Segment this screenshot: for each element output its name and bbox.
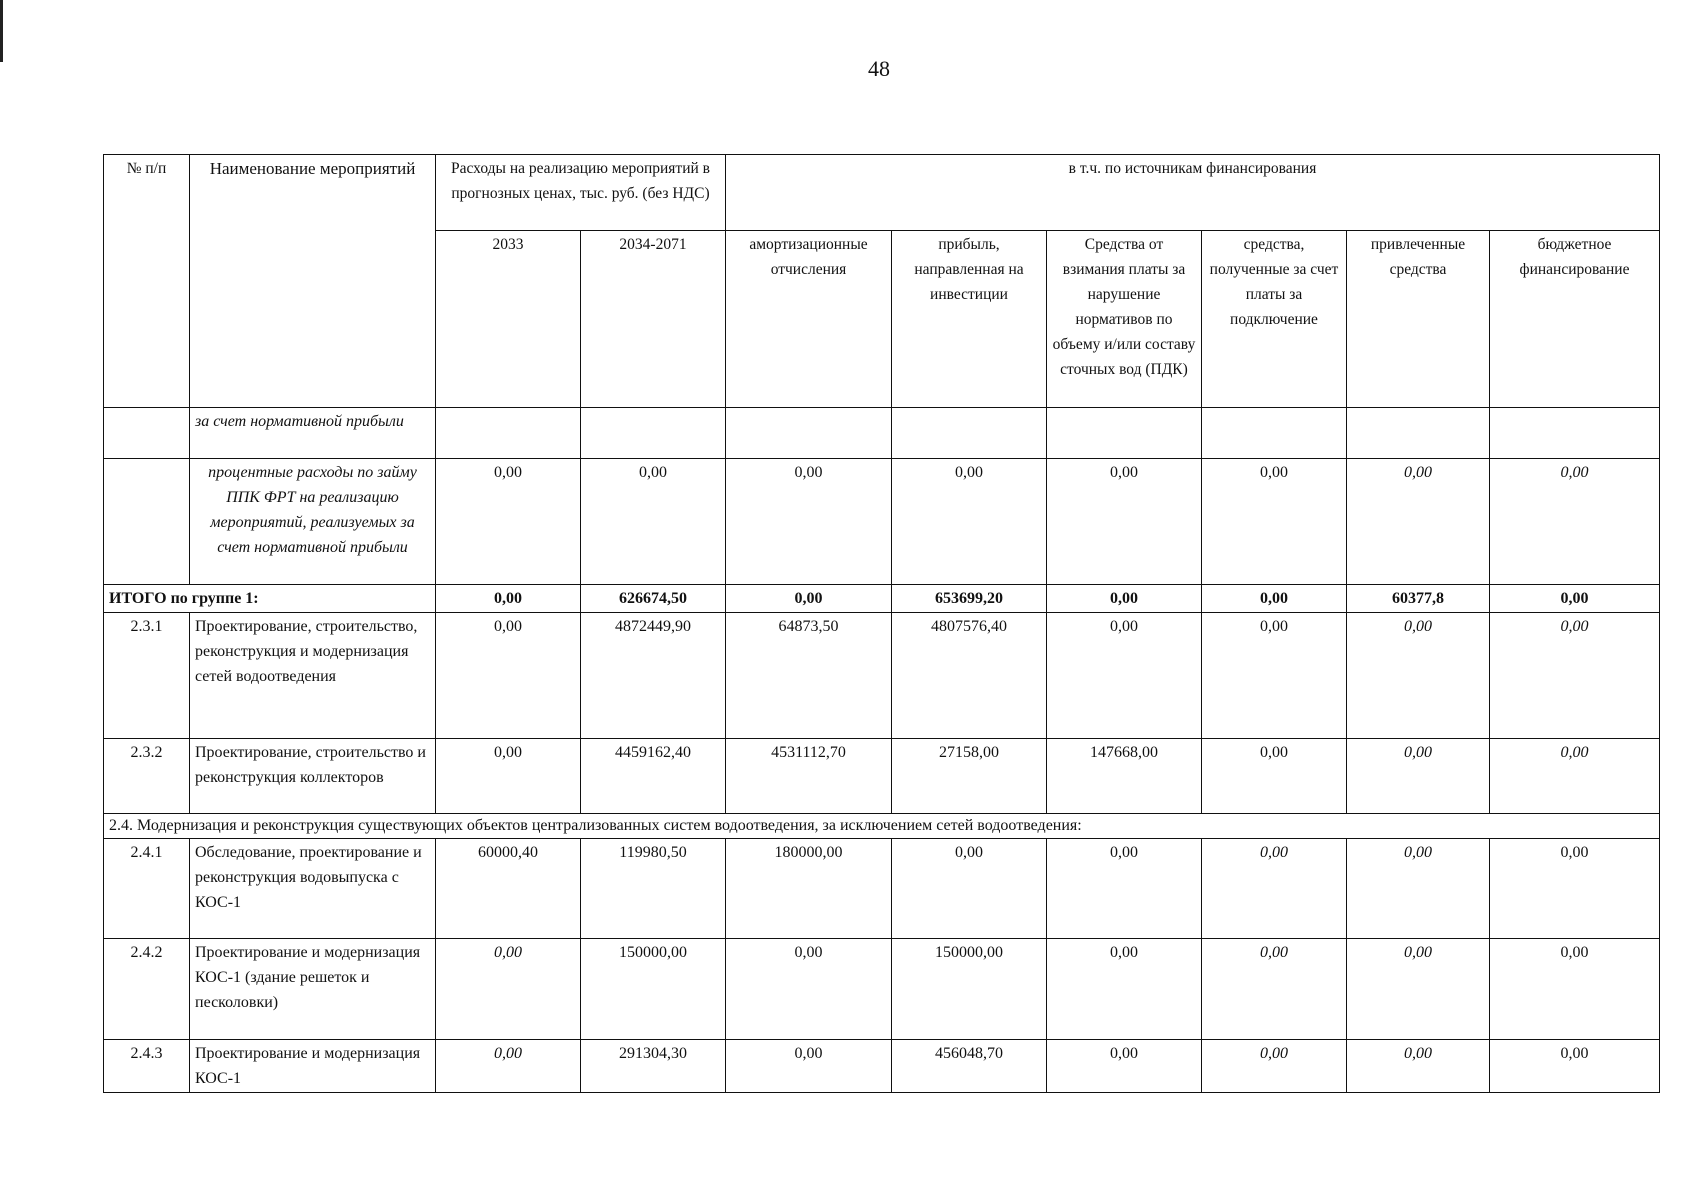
table-row	[104, 739, 1660, 814]
total-row	[104, 585, 1660, 613]
header-year-2034-2071: 2034-2071	[581, 231, 726, 408]
cell-num: 2.3.2	[104, 739, 190, 814]
page-number: 48	[868, 56, 890, 81]
table-row	[104, 613, 1660, 739]
table-row	[104, 459, 1660, 585]
header-connection: средства, полученные за счет платы за подключение	[1202, 231, 1347, 408]
cell-2034-2071: 4872449,90	[581, 613, 726, 739]
cell-2033: 0,00	[436, 613, 581, 739]
cell-2033: 0,00	[436, 939, 581, 1040]
cell-profit: 653699,20	[892, 585, 1047, 613]
table-row	[104, 839, 1660, 939]
cell-connection: 0,00	[1202, 1040, 1347, 1093]
cell-attracted: 0,00	[1347, 839, 1490, 939]
cell-name: Обследование, проектирование и реконструкция водовыпуска с КОС-1	[190, 839, 436, 939]
header-profit: прибыль, направленная на инвестиции	[892, 231, 1047, 408]
cell-pdk: 0,00	[1047, 839, 1202, 939]
cell-connection: 0,00	[1202, 739, 1347, 814]
cell-profit: 4807576,40	[892, 613, 1047, 739]
cell-num	[104, 459, 190, 585]
cell-budget: 0,00	[1490, 613, 1660, 739]
table-row	[104, 939, 1660, 1040]
cell-budget: 0,00	[1490, 1040, 1660, 1093]
cell-2034-2071: 626674,50	[581, 585, 726, 613]
cell-amortization: 0,00	[726, 939, 892, 1040]
cell-budget: 0,00	[1490, 585, 1660, 613]
section-row	[104, 814, 1660, 839]
cell-num	[104, 408, 190, 459]
cell-2034-2071: 0,00	[581, 459, 726, 585]
cell-attracted: 0,00	[1347, 459, 1490, 585]
header-amortization: амортизационные отчисления	[726, 231, 892, 408]
header-row-1	[104, 155, 1660, 231]
cell-attracted: 60377,8	[1347, 585, 1490, 613]
cell-2034-2071: 150000,00	[581, 939, 726, 1040]
cell-attracted: 0,00	[1347, 939, 1490, 1040]
cell-profit: 0,00	[892, 839, 1047, 939]
cell-2034-2071: 291304,30	[581, 1040, 726, 1093]
cell-num: 2.4.2	[104, 939, 190, 1040]
cell-amortization: 180000,00	[726, 839, 892, 939]
table-row	[104, 1040, 1660, 1093]
header-attracted: привлеченные средства	[1347, 231, 1490, 408]
cell-budget: 0,00	[1490, 939, 1660, 1040]
cell-budget: 0,00	[1490, 839, 1660, 939]
cell-num: 2.4.3	[104, 1040, 190, 1093]
cell-attracted: 0,00	[1347, 1040, 1490, 1093]
scan-edge-mark	[0, 0, 3, 62]
total-label: ИТОГО по группе 1:	[104, 585, 436, 613]
header-expenses: Расходы на реализацию мероприятий в прогнозных ценах, тыс. руб. (без НДС)	[436, 155, 726, 231]
cell-attracted: 0,00	[1347, 739, 1490, 814]
header-pdk: Средства от взимания платы за нарушение нормативов по объему и/или составу сточных вод (ПДК)	[1047, 231, 1202, 408]
cell-connection: 0,00	[1202, 613, 1347, 739]
cell-profit: 150000,00	[892, 939, 1047, 1040]
cell-connection: 0,00	[1202, 585, 1347, 613]
cell-amortization: 64873,50	[726, 613, 892, 739]
cell-profit: 0,00	[892, 459, 1047, 585]
cell-name: за счет нормативной прибыли	[190, 408, 436, 459]
cell-name: Проектирование, строительство, реконструкция и модернизация сетей водоотведения	[190, 613, 436, 739]
cell-connection: 0,00	[1202, 459, 1347, 585]
header-name: Наименование мероприятий	[190, 155, 436, 408]
header-num: № п/п	[104, 155, 190, 408]
header-year-2033: 2033	[436, 231, 581, 408]
cell-amortization: 0,00	[726, 585, 892, 613]
cell-2033: 0,00	[436, 1040, 581, 1093]
cell-2033: 0,00	[436, 585, 581, 613]
cell-pdk: 0,00	[1047, 939, 1202, 1040]
header-sources: в т.ч. по источникам финансирования	[726, 155, 1660, 231]
table-row	[104, 408, 1660, 459]
cell-budget: 0,00	[1490, 739, 1660, 814]
cell-profit: 456048,70	[892, 1040, 1047, 1093]
cell-2034-2071: 4459162,40	[581, 739, 726, 814]
cell-budget: 0,00	[1490, 459, 1660, 585]
cell-name: Проектирование и модернизация КОС-1	[190, 1040, 436, 1093]
cell-pdk: 0,00	[1047, 459, 1202, 585]
financing-table	[103, 154, 1660, 1093]
cell-amortization: 4531112,70	[726, 739, 892, 814]
cell-pdk: 0,00	[1047, 613, 1202, 739]
cell-2034-2071: 119980,50	[581, 839, 726, 939]
cell-pdk: 0,00	[1047, 1040, 1202, 1093]
cell-connection: 0,00	[1202, 839, 1347, 939]
cell-pdk: 147668,00	[1047, 739, 1202, 814]
cell-2033: 0,00	[436, 739, 581, 814]
cell-num: 2.3.1	[104, 613, 190, 739]
cell-name: Проектирование и модернизация КОС-1 (здание решеток и песколовки)	[190, 939, 436, 1040]
cell-amortization: 0,00	[726, 459, 892, 585]
cell-connection: 0,00	[1202, 939, 1347, 1040]
cell-num: 2.4.1	[104, 839, 190, 939]
cell-name: процентные расходы по займу ППК ФРТ на реализацию мероприятий, реализуемых за счет нормативной прибыли	[190, 459, 436, 585]
cell-amortization: 0,00	[726, 1040, 892, 1093]
header-budget: бюджетное финансирование	[1490, 231, 1660, 408]
cell-2033: 60000,40	[436, 839, 581, 939]
section-title: 2.4. Модернизация и реконструкция существующих объектов централизованных систем водоотведения, за исключением сетей водоотведения:	[104, 814, 1660, 839]
cell-attracted: 0,00	[1347, 613, 1490, 739]
cell-name: Проектирование, строительство и реконструкция коллекторов	[190, 739, 436, 814]
cell-2033: 0,00	[436, 459, 581, 585]
cell-profit: 27158,00	[892, 739, 1047, 814]
cell-pdk: 0,00	[1047, 585, 1202, 613]
